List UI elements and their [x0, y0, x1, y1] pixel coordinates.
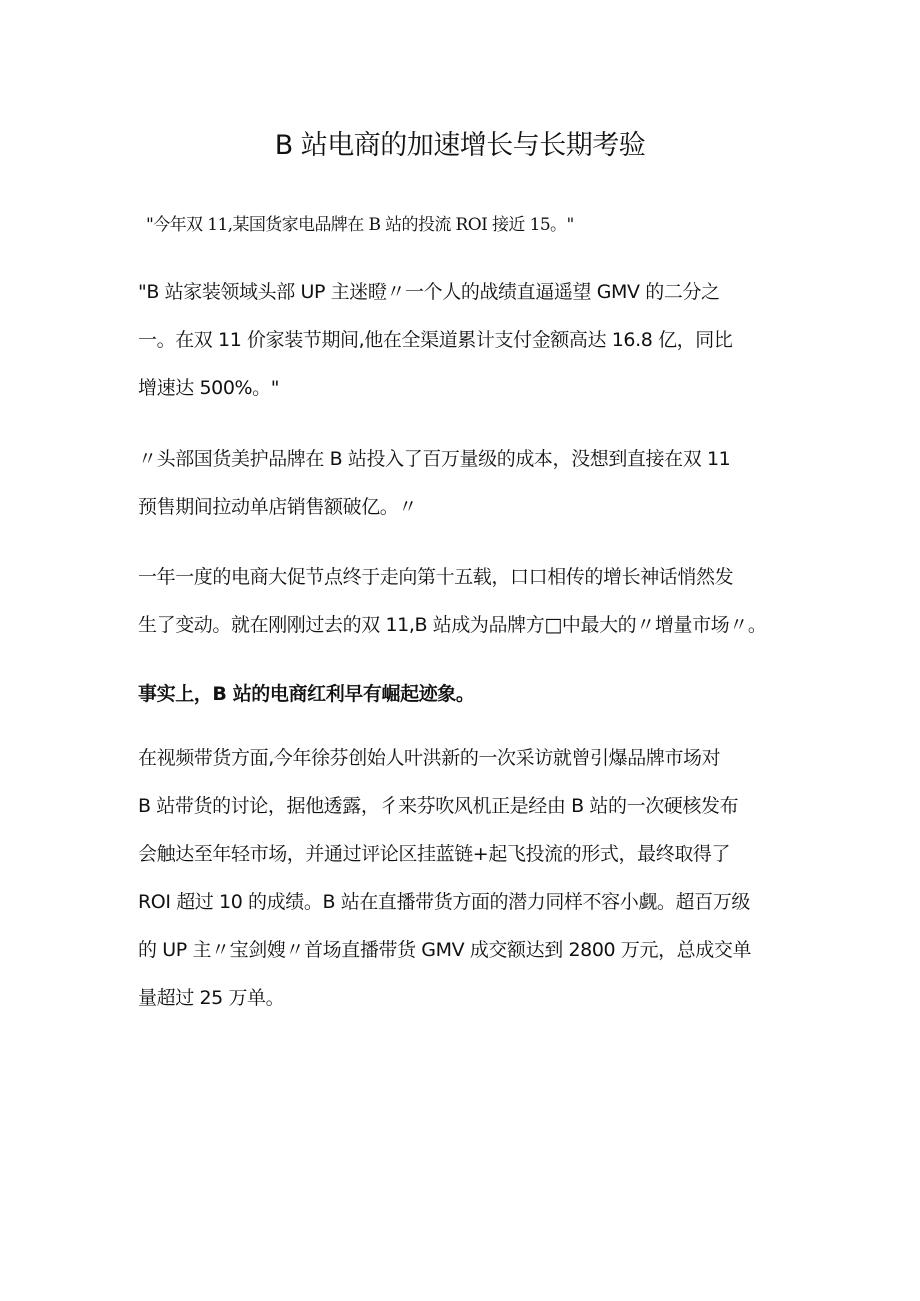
text-line: 量超过 25 万单。: [138, 987, 285, 1009]
text-line: 预售期间拉动单店销售额破亿。〃: [138, 496, 418, 518]
quote-home-decor-up: [138, 268, 788, 412]
quote-roi: "今年双 11,某国货家电品牌在 B 站的投流 ROI 接近 15。": [146, 215, 574, 235]
text-line: 〃头部国货美护品牌在 B 站投入了百万量级的成本，没想到直接在双 11: [138, 448, 731, 470]
text-line: "B 站家装领域头部 UP 主迷瞪〃一个人的战绩直逼遥望 GMV 的二分之: [138, 281, 720, 303]
subheading: 事实上，B 站的电商红利早有崛起迹象。: [138, 683, 475, 705]
document-title: B 站电商的加速增长与长期考验: [274, 130, 646, 161]
text-line: 一年一度的电商大促节点终于走向第十五载，口口相传的增长神话悄然发: [138, 566, 734, 588]
paragraph-video-commerce: [138, 734, 788, 1022]
text-line: 一。在双 11 价家装节期间,他在全渠道累计支付金额高达 16.8 亿，同比: [138, 329, 733, 351]
text-line: 增速达 500%。": [138, 377, 280, 399]
text-line: B 站带货的讨论，据他透露，彳来芬吹风机正是经由 B 站的一次硬核发布: [138, 795, 739, 817]
text-line: 在视频带货方面,今年徐芬创始人叶洪新的一次采访就曾引爆品牌市场对: [138, 747, 721, 769]
text-line: 生了变动。就在刚刚过去的双 11,B 站成为品牌方□中最大的〃增量市场〃。: [138, 614, 767, 636]
paragraph-intro: [138, 553, 788, 649]
text-line: ROI 超过 10 的成绩。B 站在直播带货方面的潜力同样不容小觑。超百万级: [138, 891, 750, 913]
text-line: 会触达至年轻市场，并通过评论区挂蓝链+起飞投流的形式，最终取得了: [138, 843, 731, 865]
text-line: 的 UP 主〃宝剑嫂〃首场直播带货 GMV 成交额达到 2800 万元，总成交单: [138, 939, 752, 961]
quote-beauty-brand: [138, 435, 788, 531]
